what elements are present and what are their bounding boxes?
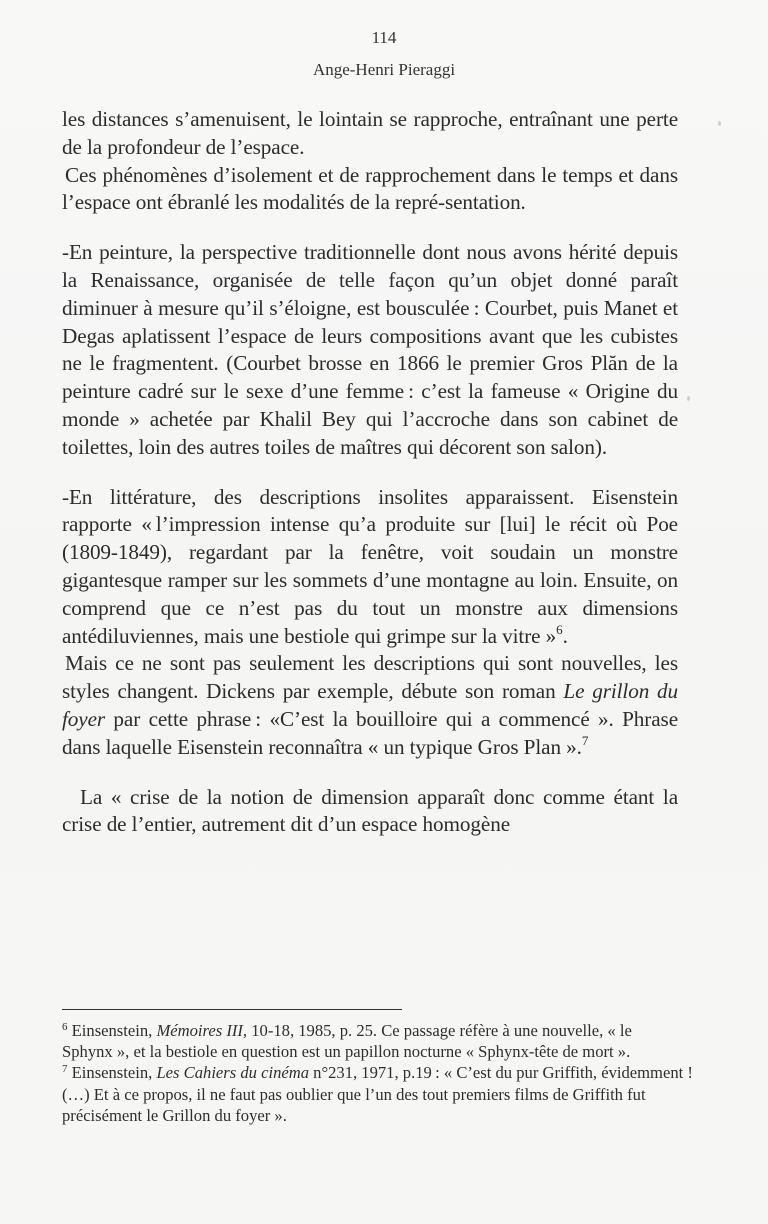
footnote-6-work: Mémoires III, xyxy=(156,1021,248,1040)
footnote-ref-7[interactable]: 7 xyxy=(581,732,589,748)
footnote-ref-6[interactable]: 6 xyxy=(556,621,563,637)
paragraph-litterature-end: . xyxy=(562,623,568,648)
footnote-6-number: 6 xyxy=(62,1021,68,1033)
footnote-separator xyxy=(62,1009,402,1010)
footnote-7-number: 7 xyxy=(62,1063,68,1076)
main-text xyxy=(62,106,678,839)
footnote-6 xyxy=(62,1020,702,1062)
paragraph-dickens-text-a: Mais ce ne sont pas seulement les descriptions qui sont nouvelles, les styles changent. Dickens par exemple, débute son roman xyxy=(62,651,678,704)
paragraph-litterature xyxy=(62,484,678,651)
footnotes xyxy=(62,1020,702,1126)
footnote-7-rest: n°231, 1971, p.19 : « C’est du pur Griffith, évidemment ! (…) Et à ce propos, il ne faut pas oublier que l’un des tout premiers films de Griffith fut précisément le Grillon du foyer ». xyxy=(62,1063,693,1125)
paper-speck xyxy=(687,396,690,401)
paragraph-dickens xyxy=(62,650,678,761)
page-number: 114 xyxy=(371,28,397,47)
paper-speck xyxy=(718,121,721,126)
paragraph-continuation: les distances s’amenuisent, le lointain se rapproche, entraînant une perte de la profondeur de l’espace. xyxy=(62,107,678,159)
paragraph-peinture: -En peinture, la perspective traditionnelle dont nous avons hérité depuis la Renaissance, organisée de telle façon qu’un objet donné paraît diminuer à mesure qu’il s’éloigne, est bousculée : Courbet, puis Manet et Degas aplatissent l’espace de leurs compositions avant que les cubistes ne le fragmentent. (Courbet brosse en 1866 le premier Gros Plăn de la peinture cadré sur le sexe d’une femme : c’est la fameuse « Origine du monde » achetée par Khalil Bey qui l’accroche dans son cabinet de toilettes, loin des autres toiles de maîtres qui décorent son salon). xyxy=(62,240,678,459)
footnote-7-author: Einsenstein, xyxy=(67,1063,157,1083)
paragraph-litterature-text: -En littérature, des descriptions insolites apparaissent. Eisenstein rapporte « l’impression intense qu’a produite sur [lui] le récit où Poe (1809-1849), regardant par la fenêtre, voit soudain un monstre gigantesque ramper sur les sommets d’une montagne au loin. Ensuite, on comprend que ce n’est pas du tout un monstre aux dimensions antédiluviennes, mais une bestiole qui grimpe sur la vitre » xyxy=(62,484,678,648)
footnote-7-work: Les Cahiers du cinéma xyxy=(156,1063,310,1083)
paragraph-crise: La « crise de la notion de dimension apparaît donc comme étant la crise de l’entier, autrement dit d’un espace homogène xyxy=(62,784,678,837)
paragraph-dickens-text-b: par cette phrase : «C’est la bouilloire qui a commencé ». Phrase dans laquelle Eisenstein reconnaîtra « un typique Gros Plan ». xyxy=(62,706,678,759)
footnote-6-rest: 10-18, 1985, p. 25. Ce passage réfère à une nouvelle, « le Sphynx », et la bestiole en question est un papillon nocturne « Sphynx-tête de mort ». xyxy=(62,1021,632,1062)
footnote-7 xyxy=(62,1062,702,1126)
footnote-6-author: Einsenstein, xyxy=(67,1021,157,1040)
running-head-author: Ange-Henri Pieraggi xyxy=(312,60,456,79)
paragraph-isolement: Ces phénomènes d’isolement et de rapprochement dans le temps et dans l’espace ont ébranlé les modalités de la repré-sentation. xyxy=(62,162,678,215)
book-title-grillon: Le grillon du foyer xyxy=(62,679,678,731)
